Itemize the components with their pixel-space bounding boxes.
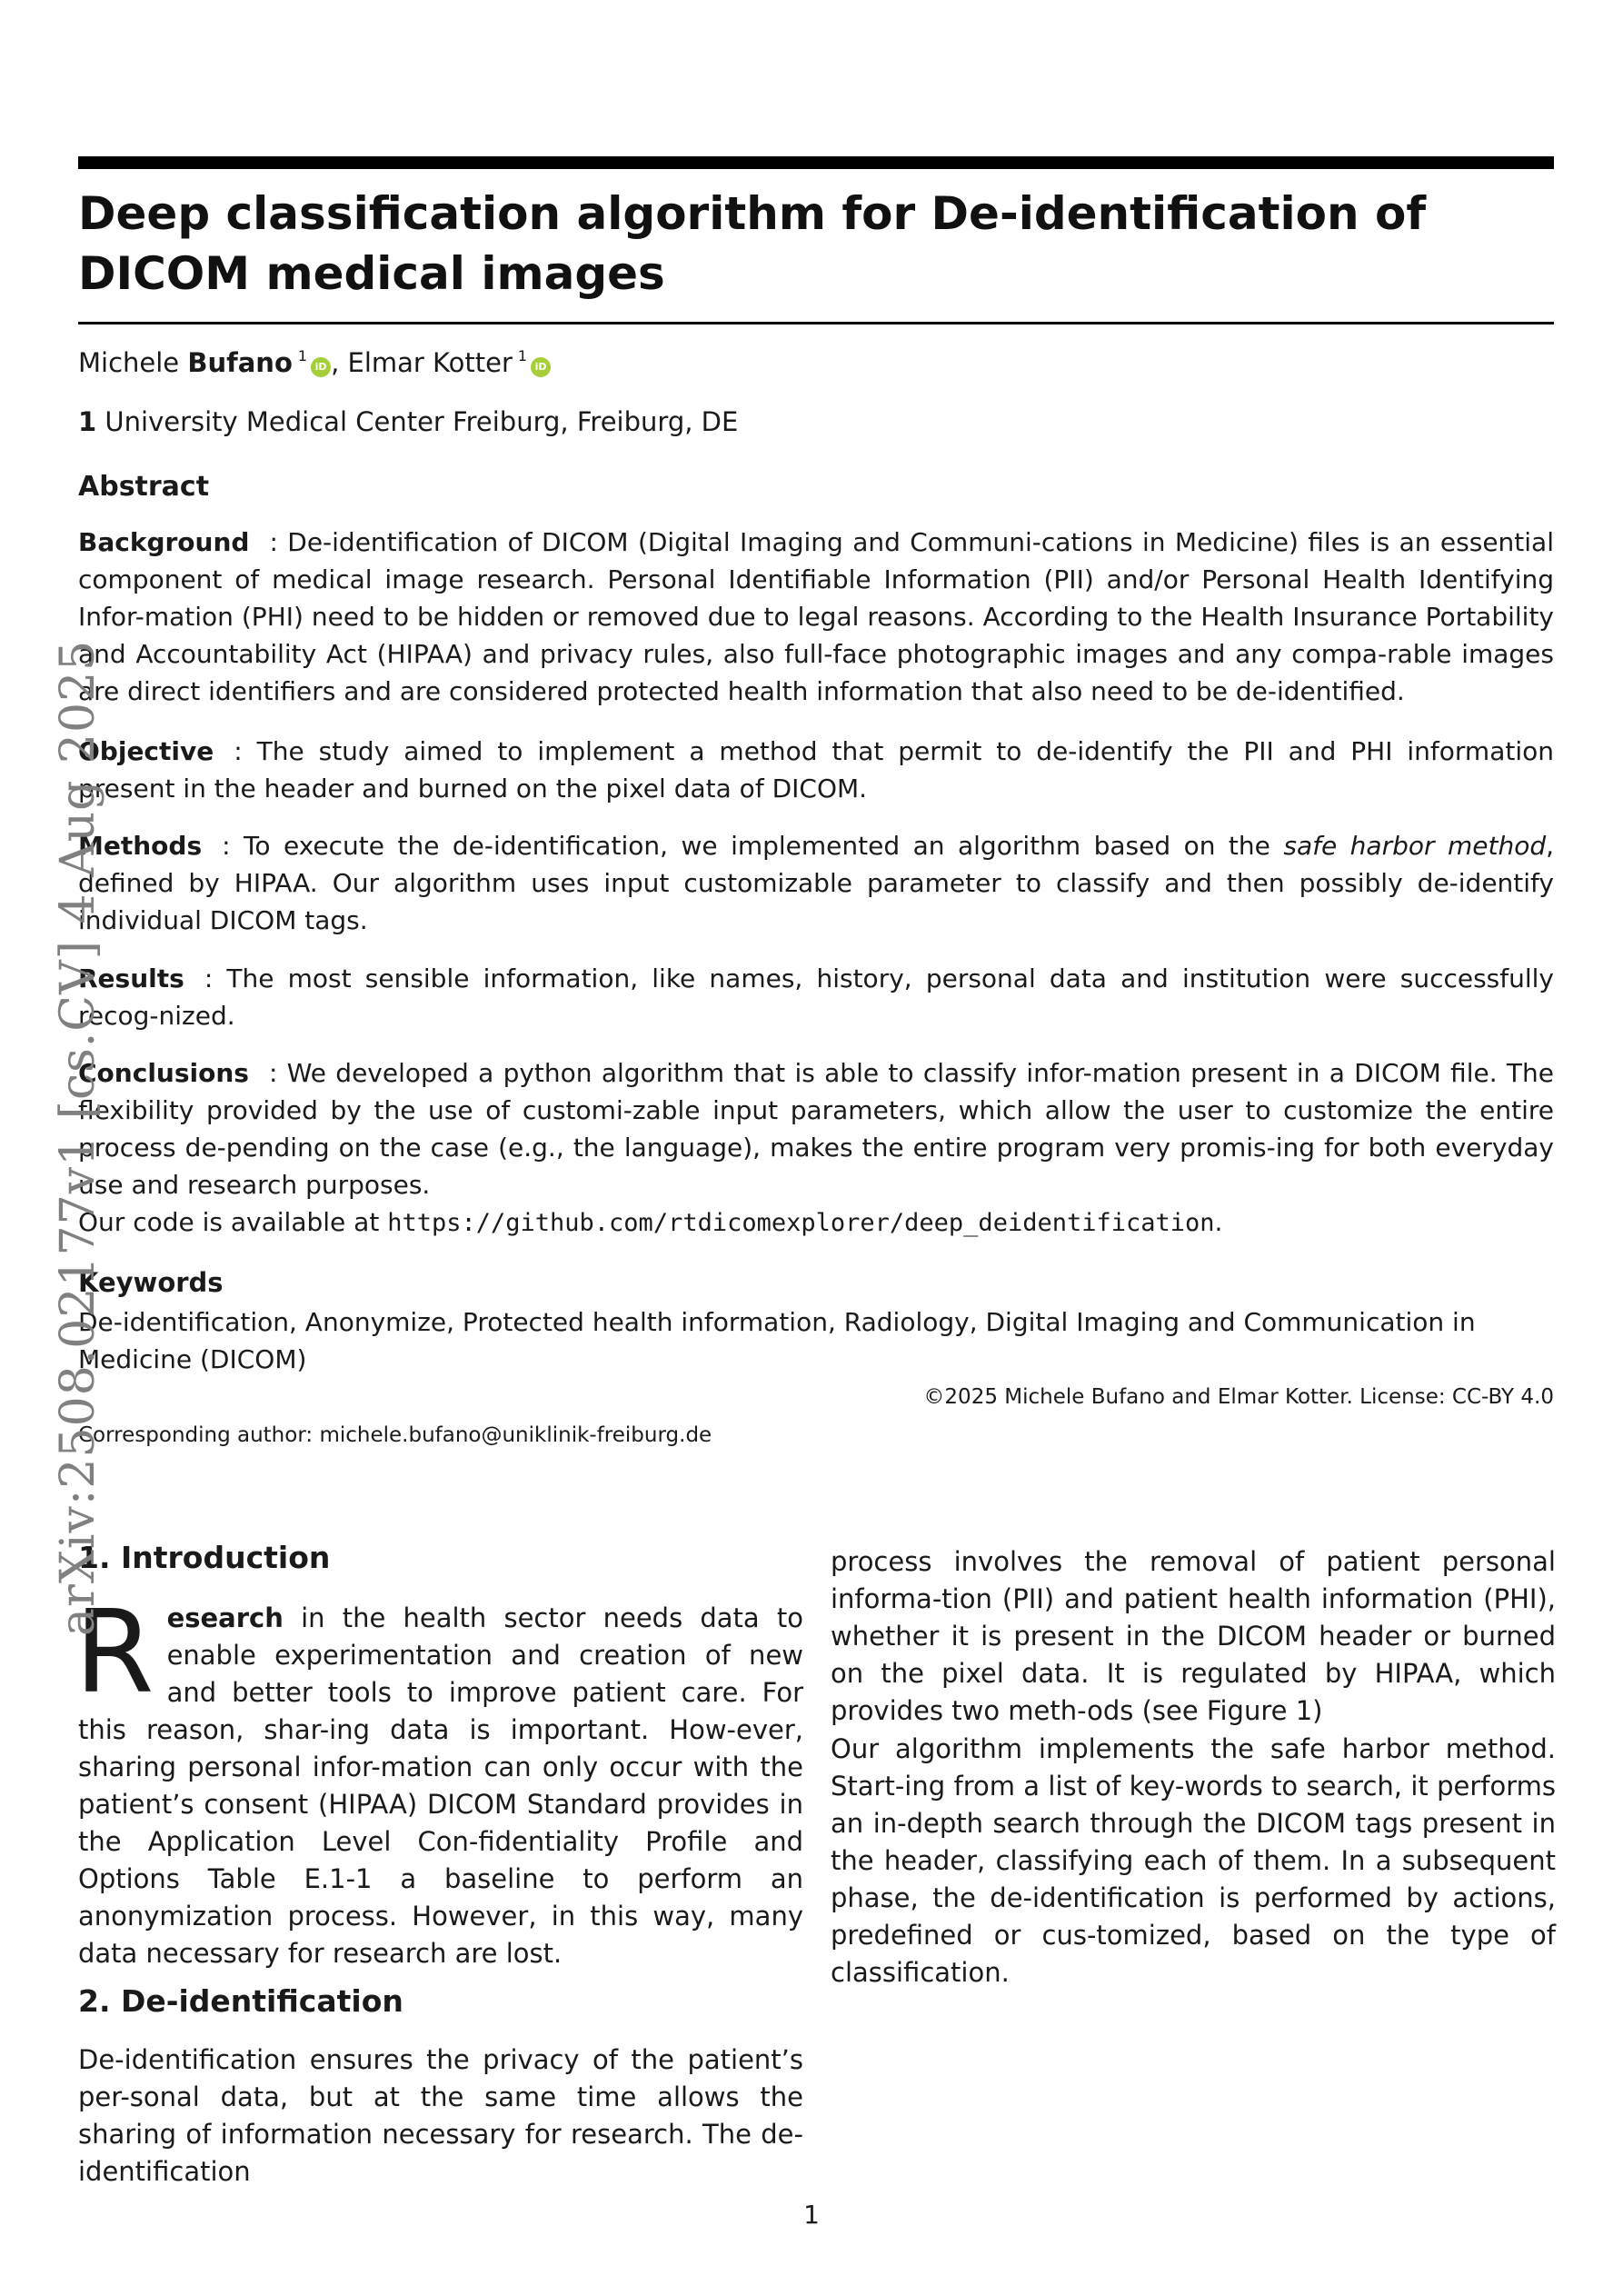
objective-label: Objective — [78, 736, 214, 766]
conclusions-label: Conclusions — [78, 1058, 249, 1088]
top-rule — [78, 156, 1554, 169]
results-text: : The most sensible information, like names, history, personal data and institution were successfully recog-nized. — [78, 963, 1554, 1031]
orcid-icon[interactable]: iD — [311, 357, 331, 377]
abstract-conclusions — [78, 1054, 1554, 1242]
abstract-results — [78, 960, 1554, 1034]
background-label: Background — [78, 527, 250, 557]
author-1-affil-sup: 1 — [297, 347, 308, 364]
title-rule — [78, 322, 1554, 324]
author-2: Elmar Kotter — [347, 347, 513, 378]
corresponding-author: Corresponding author: michele.bufano@uniklinik-freiburg.de — [78, 1423, 712, 1447]
page-number: 1 — [803, 2200, 820, 2230]
results-label: Results — [78, 963, 184, 993]
author-1-family: Bufano — [187, 347, 293, 378]
arxiv-watermark: arXiv:2508.02177v1 [cs.CV] 4 Aug 2025 — [51, 639, 105, 1636]
intro-text: in the health sector needs data to enable experimentation and creation of new and better tools to improve patient care. For this reason, shar-ing data is important. How-ever, sharing personal infor-mation can only occur with the patient’s consent (HIPAA) DICOM Standard provides in the Application Level Con-fidentiality Profile and Options Table E.1-1 a baseline to perform an anonymization process. However, in this way, many data necessary for research are lost. — [78, 1602, 804, 1969]
abstract-heading: Abstract — [78, 471, 210, 503]
right-column-paragraph-2: Our algorithm implements the safe harbor method. Start-ing from a list of key-words to search, it performs an in-depth search through the DICOM tags present in the header, classifying each of them. In a subsequent phase, the de-identification is performed by actions, predefined or cus-tomized, based on the type of classification. — [831, 1733, 1556, 1988]
keywords-text: De-identification, Anonymize, Protected health information, Radiology, Digital Imaging and Communication in Medicine (DICOM) — [78, 1307, 1476, 1374]
orcid-icon[interactable]: iD — [531, 357, 551, 377]
methods-text-1: : To execute the de-identification, we implemented an algorithm based on the — [222, 831, 1270, 861]
paper-title: Deep classification algorithm for De-identification of DICOM medical images — [78, 187, 1427, 300]
intro-heading: 1. Introduction — [78, 1540, 331, 1575]
conclusions-text: : We developed a python algorithm that is able to classify infor-mation present in a DICOM file. The flexibility provided by the use of customi-zable input parameters, which allow the user to customize the entire process de-pending on the case (e.g., the language), makes the entire program very promis-ing for both everyday use and research purposes. — [78, 1058, 1554, 1200]
abstract-objective — [78, 733, 1554, 807]
methods-label: Methods — [78, 831, 203, 861]
abstract-methods — [78, 827, 1554, 939]
intro-bold-word: esearch — [166, 1602, 284, 1633]
author-1-given: Michele — [78, 347, 180, 378]
deid-paragraph: De-identification ensures the privacy of the patient’s per-sonal data, but at the same time allows the sharing of information necessary for research. The de-identification — [78, 2044, 803, 2187]
author-2-affil-sup: 1 — [517, 347, 528, 364]
code-url-link[interactable]: https://github.com/rtdicomexplorer/deep_deidentification — [387, 1209, 1215, 1237]
methods-italic: safe harbor method — [1283, 831, 1547, 861]
objective-text: : The study aimed to implement a method that permit to de-identify the PII and PHI information present in the header and burned on the pixel data of DICOM. — [78, 736, 1554, 804]
author-separator: , — [331, 347, 340, 378]
abstract-background — [78, 524, 1554, 710]
code-end: . — [1214, 1207, 1223, 1237]
affiliation — [78, 404, 738, 440]
affiliation-text: University Medical Center Freiburg, Freiburg, DE — [105, 406, 739, 437]
background-text: : De-identification of DICOM (Digital Imaging and Communi-cations in Medicine) files is an essential component of medical image research. Personal Identifiable Information (PII) and/or Personal Health Identifying Infor-mation (PHI) need to be hidden or removed due to legal reasons. According to the Health Insurance Portability and Accountability Act (HIPAA) and privacy rules, also full-face photographic images and any compa-rable images are direct identifiers and are considered protected health information that also need to be de-identified. — [78, 527, 1554, 706]
code-availability-text: Our code is available at — [78, 1207, 380, 1237]
affiliation-number: 1 — [78, 406, 97, 437]
intro-paragraph — [75, 1585, 804, 1972]
methods-text-2: , defined by HIPAA. Our algorithm uses input customizable parameter to classify and then possibly de-identify individual DICOM tags. — [78, 831, 1555, 935]
right-column-paragraph-1: process involves the removal of patient personal informa-tion (PII) and patient health information (PHI), whether it is present in the DICOM header or burned on the pixel data. It is regulated by HIPAA, which provides two meth-ods (see Figure 1) — [831, 1546, 1556, 1726]
deid-heading: 2. De-identification — [78, 1983, 403, 2019]
license-note: ©2025 Michele Bufano and Elmar Kotter. License: CC-BY 4.0 — [923, 1385, 1554, 1409]
keywords-heading: Keywords — [78, 1267, 224, 1298]
author-list — [78, 338, 551, 381]
dropcap-letter: R — [75, 1585, 154, 1719]
